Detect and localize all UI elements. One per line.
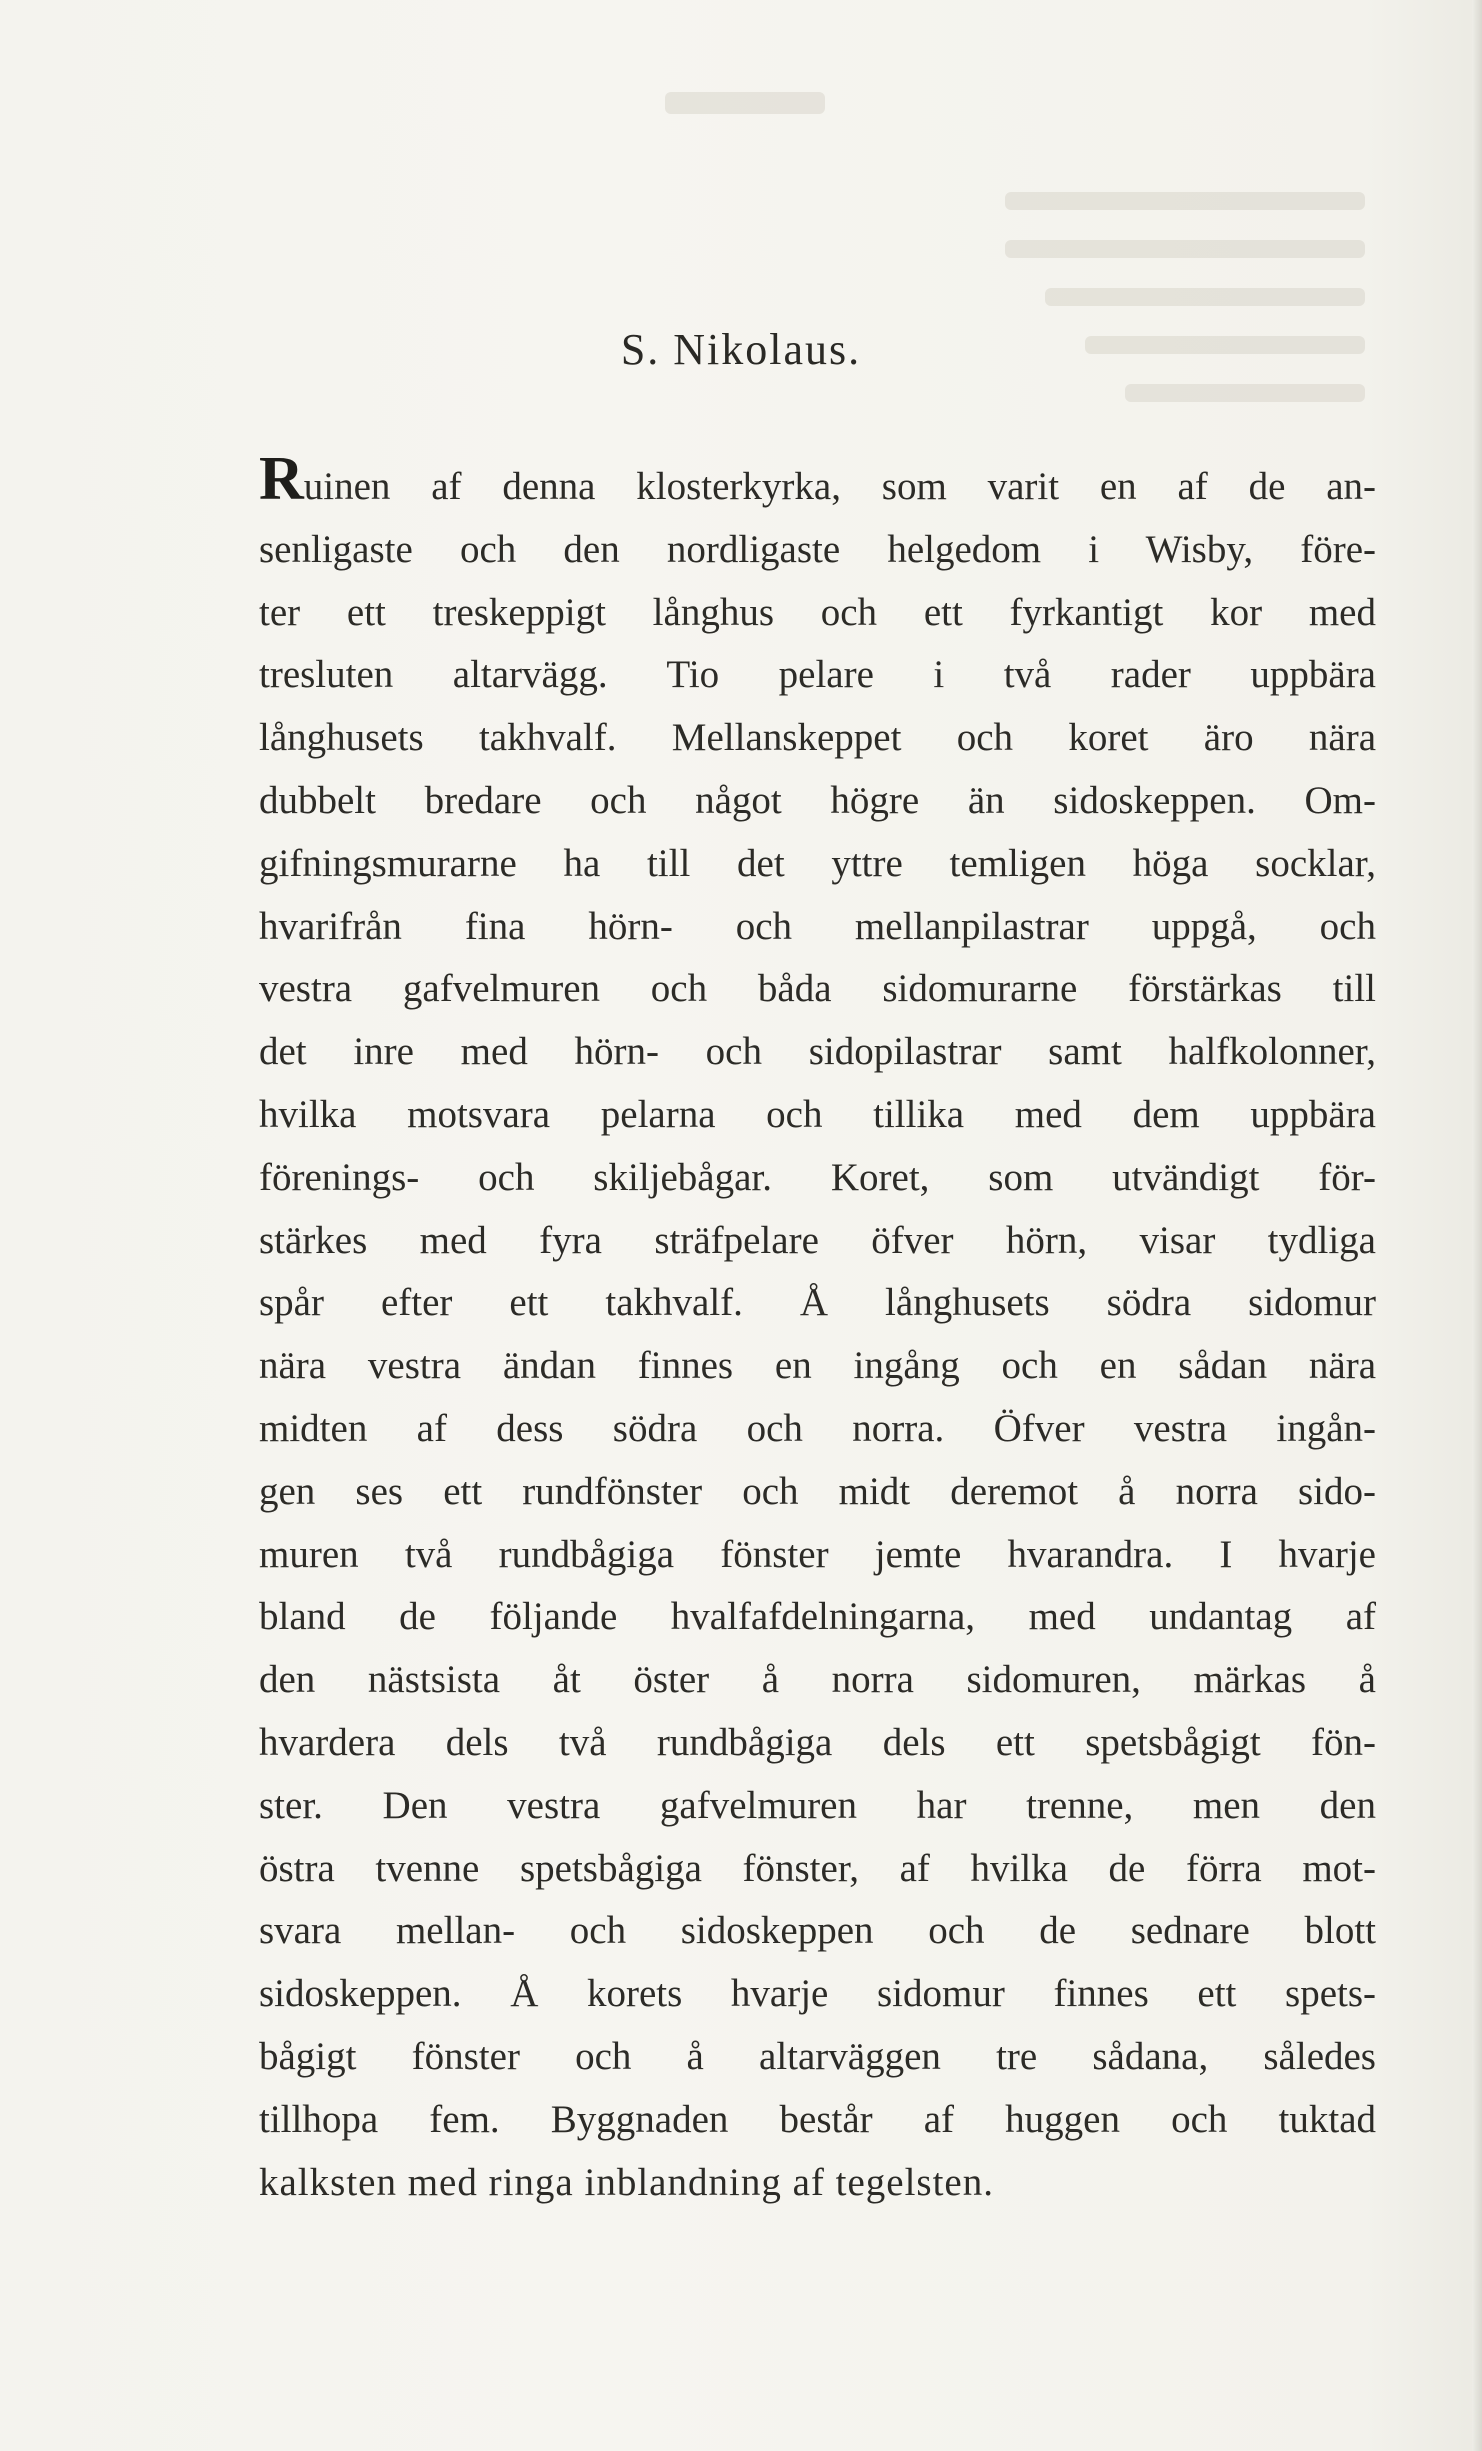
text-line: tillhopa fem. Byggnaden består af huggen och tuktad [259, 2097, 1376, 2141]
text-line: ter ett treskeppigt långhus och ett fyrkantigt kor med [259, 590, 1376, 634]
text-line: den nästsista åt öster å norra sidomuren, märkas å [259, 1658, 1376, 1702]
text-line: vestra gafvelmuren och båda sidomurarne förstärkas till [259, 967, 1376, 1011]
text-line: det inre med hörn- och sidopilastrar samt halfkolonner, [259, 1030, 1376, 1074]
text-line: hvilka motsvara pelarna och tillika med dem uppbära [259, 1092, 1376, 1136]
page-title: S. Nikolaus. [620, 325, 862, 374]
text-line: spår efter ett takhvalf. Å långhusets södra sidomur [259, 1281, 1376, 1325]
text-line: gifningsmurarne ha till det yttre temligen höga socklar, [259, 841, 1376, 885]
text-line: stärkes med fyra sträfpelare öfver hörn, visar tydliga [259, 1218, 1376, 1262]
text-line: kalksten med ringa inblandning af tegelsten. [259, 2160, 994, 2204]
text-line-content: uinen af denna klosterkyrka, som varit en af de an- [303, 465, 1376, 508]
text-line: senligaste och den nordligaste helgedom i Wisby, före- [259, 527, 1376, 571]
text-line: ster. Den vestra gafvelmuren har trenne, men den [259, 1783, 1376, 1827]
text-line: tresluten altarvägg. Tio pelare i två rader uppbära [259, 653, 1376, 697]
text-line: hvardera dels två rundbågiga dels ett spetsbågigt fön- [259, 1720, 1376, 1764]
text-line: bland de följande hvalfafdelningarna, med undantag af [259, 1595, 1376, 1639]
bleed-mark [1005, 192, 1365, 210]
text-line: muren två rundbågiga fönster jemte hvarandra. I hvarje [259, 1532, 1376, 1576]
text-line: gen ses ett rundfönster och midt deremot å norra sido- [259, 1469, 1376, 1513]
text-line: långhusets takhvalf. Mellanskeppet och koret äro nära [259, 716, 1376, 760]
bleed-mark [1125, 384, 1365, 402]
text-line: förenings- och skiljebågar. Koret, som utvändigt för- [259, 1155, 1376, 1199]
bleed-mark [665, 92, 825, 114]
bleed-mark [1045, 288, 1365, 306]
text-line [259, 456, 1376, 519]
text-line: bågigt fönster och å altarväggen tre sådana, således [259, 2034, 1376, 2078]
text-line: dubbelt bredare och något högre än sidoskeppen. Om- [259, 778, 1376, 822]
body-paragraph [259, 456, 1376, 2214]
text-line: hvarifrån fina hörn- och mellanpilastrar uppgå, och [259, 904, 1376, 948]
text-line: östra tvenne spetsbågiga fönster, af hvilka de förra mot- [259, 1846, 1376, 1890]
text-line: midten af dess södra och norra. Öfver vestra ingån- [259, 1406, 1376, 1450]
drop-cap: R [259, 456, 304, 513]
text-line: sidoskeppen. Å korets hvarje sidomur finnes ett spets- [259, 1972, 1376, 2016]
page-edge [1472, 0, 1482, 2451]
text-line: svara mellan- och sidoskeppen och de sednare blott [259, 1909, 1376, 1953]
bleed-mark [1005, 240, 1365, 258]
text-line: nära vestra ändan finnes en ingång och en sådan nära [259, 1344, 1376, 1388]
